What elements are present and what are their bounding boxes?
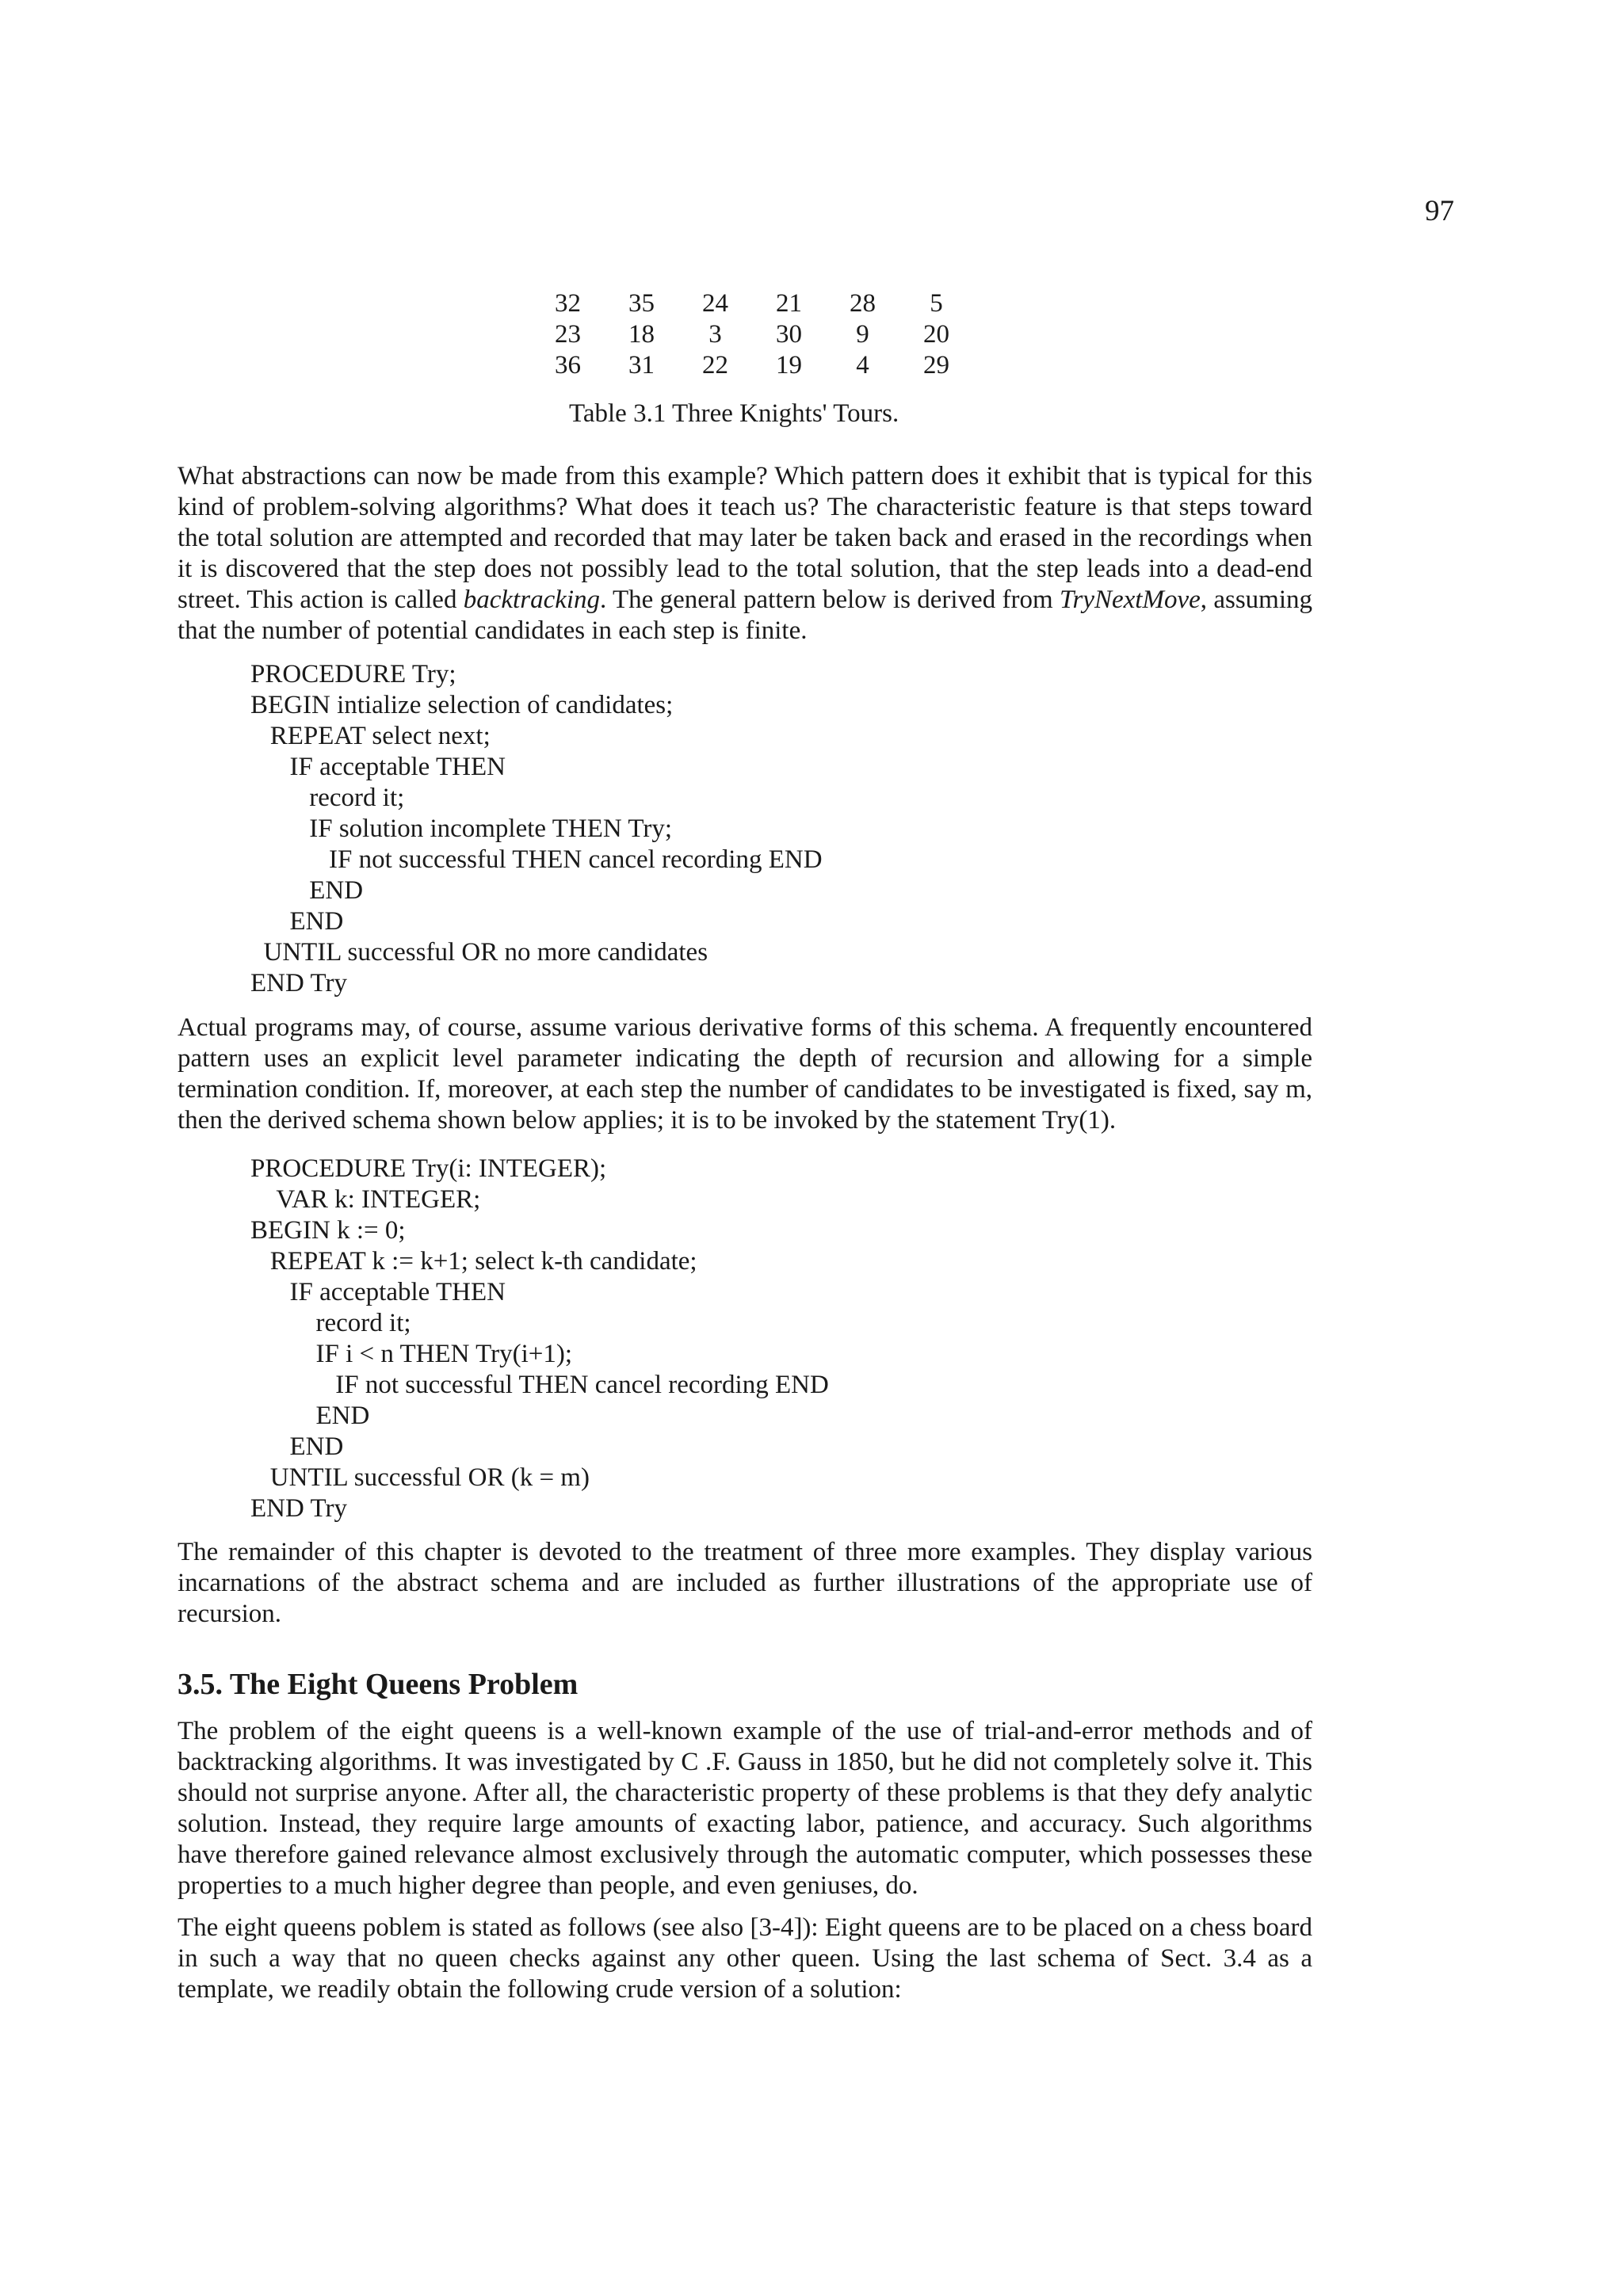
code-block-try-level bbox=[250, 1154, 829, 1524]
table-row bbox=[531, 288, 973, 319]
code-line: record it; bbox=[250, 784, 405, 812]
code-line: VAR k: INTEGER; bbox=[250, 1185, 481, 1214]
code-line: BEGIN k := 0; bbox=[250, 1216, 406, 1245]
table-cell: 9 bbox=[856, 320, 869, 349]
code-line: END bbox=[250, 1432, 344, 1461]
code-line: IF not successful THEN cancel recording END bbox=[250, 845, 823, 874]
table-cell: 24 bbox=[702, 289, 728, 318]
page-number: 97 bbox=[1425, 195, 1454, 227]
table-cell: 31 bbox=[628, 351, 655, 379]
code-line: IF i < n THEN Try(i+1); bbox=[250, 1340, 573, 1368]
table-row bbox=[531, 350, 973, 381]
table-cell: 18 bbox=[628, 320, 655, 349]
table-row bbox=[531, 319, 973, 350]
table-cell: 22 bbox=[702, 351, 728, 379]
table-cell: 28 bbox=[850, 289, 876, 318]
paragraph-problem-statement: The eight queens poblem is stated as follows (see also [3-4]): Eight queens are to be placed on a chess board in such a way that no queen checks against any other queen. Using the last schema of Sect. 3.4 as a template, we readily obtain the following crude version of a solution: bbox=[178, 1913, 1312, 2004]
code-line: BEGIN intialize selection of candidates; bbox=[250, 691, 674, 719]
code-line: REPEAT k := k+1; select k-th candidate; bbox=[250, 1247, 697, 1276]
code-line: UNTIL successful OR (k = m) bbox=[250, 1463, 590, 1492]
code-line: END bbox=[250, 876, 364, 905]
code-line: IF solution incomplete THEN Try; bbox=[250, 814, 672, 843]
table-cell: 30 bbox=[776, 320, 802, 349]
table-cell: 23 bbox=[555, 320, 581, 349]
code-line: UNTIL successful OR no more candidates bbox=[250, 938, 708, 967]
table-cell: 35 bbox=[628, 289, 655, 318]
table-cell: 19 bbox=[776, 351, 802, 379]
code-line: END bbox=[250, 1402, 370, 1430]
code-line: END Try bbox=[250, 969, 347, 997]
table-cell: 20 bbox=[923, 320, 949, 349]
term-backtracking: backtracking bbox=[463, 585, 601, 614]
section-heading: 3.5. The Eight Queens Problem bbox=[178, 1668, 579, 1701]
code-line: record it; bbox=[250, 1309, 411, 1337]
code-line: IF not successful THEN cancel recording END bbox=[250, 1371, 829, 1399]
table-cell: 4 bbox=[856, 351, 869, 379]
code-line: IF acceptable THEN bbox=[250, 1278, 506, 1306]
knights-tour-table bbox=[531, 288, 973, 381]
table-cell: 21 bbox=[776, 289, 802, 318]
code-line: END bbox=[250, 907, 344, 936]
code-line: PROCEDURE Try; bbox=[250, 660, 456, 688]
table-caption: Table 3.1 Three Knights' Tours. bbox=[569, 399, 899, 428]
code-block-try bbox=[250, 659, 823, 999]
table-cell: 3 bbox=[708, 320, 722, 349]
code-line: IF acceptable THEN bbox=[250, 753, 506, 781]
table-cell: 36 bbox=[555, 351, 581, 379]
paragraph-derived-schema: Actual programs may, of course, assume various derivative forms of this schema. A frequently encountered pattern uses an explicit level parameter indicating the depth of recursion and allowing for a simple termination condition. If, moreover, at each step the number of candidates to be investigated is fixed, say m, then the derived schema shown below applies; it is to be invoked by the statement Try(1). bbox=[178, 1013, 1312, 1135]
code-line: REPEAT select next; bbox=[250, 722, 491, 750]
table-cell: 5 bbox=[930, 289, 943, 318]
code-line: PROCEDURE Try(i: INTEGER); bbox=[250, 1154, 607, 1183]
table-cell: 29 bbox=[923, 351, 949, 379]
code-line: END Try bbox=[250, 1494, 347, 1523]
term-trynextmove: TryNextMove bbox=[1059, 585, 1201, 614]
paragraph-backtracking-intro: What abstractions can now be made from this example? Which pattern does it exhibit that is typical for this kind of problem-solving algorithms? What does it teach us? The characteristic feature is that steps toward the total solution are attempted and recorded that may later be taken back and erased in the recordings when it is discovered that the step does not possibly lead to the total solution, that the step leads into a dead-end street. This action is called backtracking. The general pattern below is derived from TryNextMove, assuming that the number of potential candidates in each step is finite. bbox=[178, 462, 1312, 645]
paragraph-eight-queens: The problem of the eight queens is a well-known example of the use of trial-and-error methods and of backtracking algorithms. It was investigated by C .F. Gauss in 1850, but he did not completely solve it. This should not surprise anyone. After all, the characteristic property of these problems is that they defy analytic solution. Instead, they require large amounts of exacting labor, patience, and accuracy. Such algorithms have therefore gained relevance almost exclusively through the automatic computer, which possesses these properties to a much higher degree than people, and even geniuses, do. bbox=[178, 1717, 1312, 1900]
paragraph-remainder: The remainder of this chapter is devoted to the treatment of three more examples. They display various incarnations of the abstract schema and are included as further illustrations of the appropriate use of recursion. bbox=[178, 1538, 1312, 1628]
table-cell: 32 bbox=[555, 289, 581, 318]
